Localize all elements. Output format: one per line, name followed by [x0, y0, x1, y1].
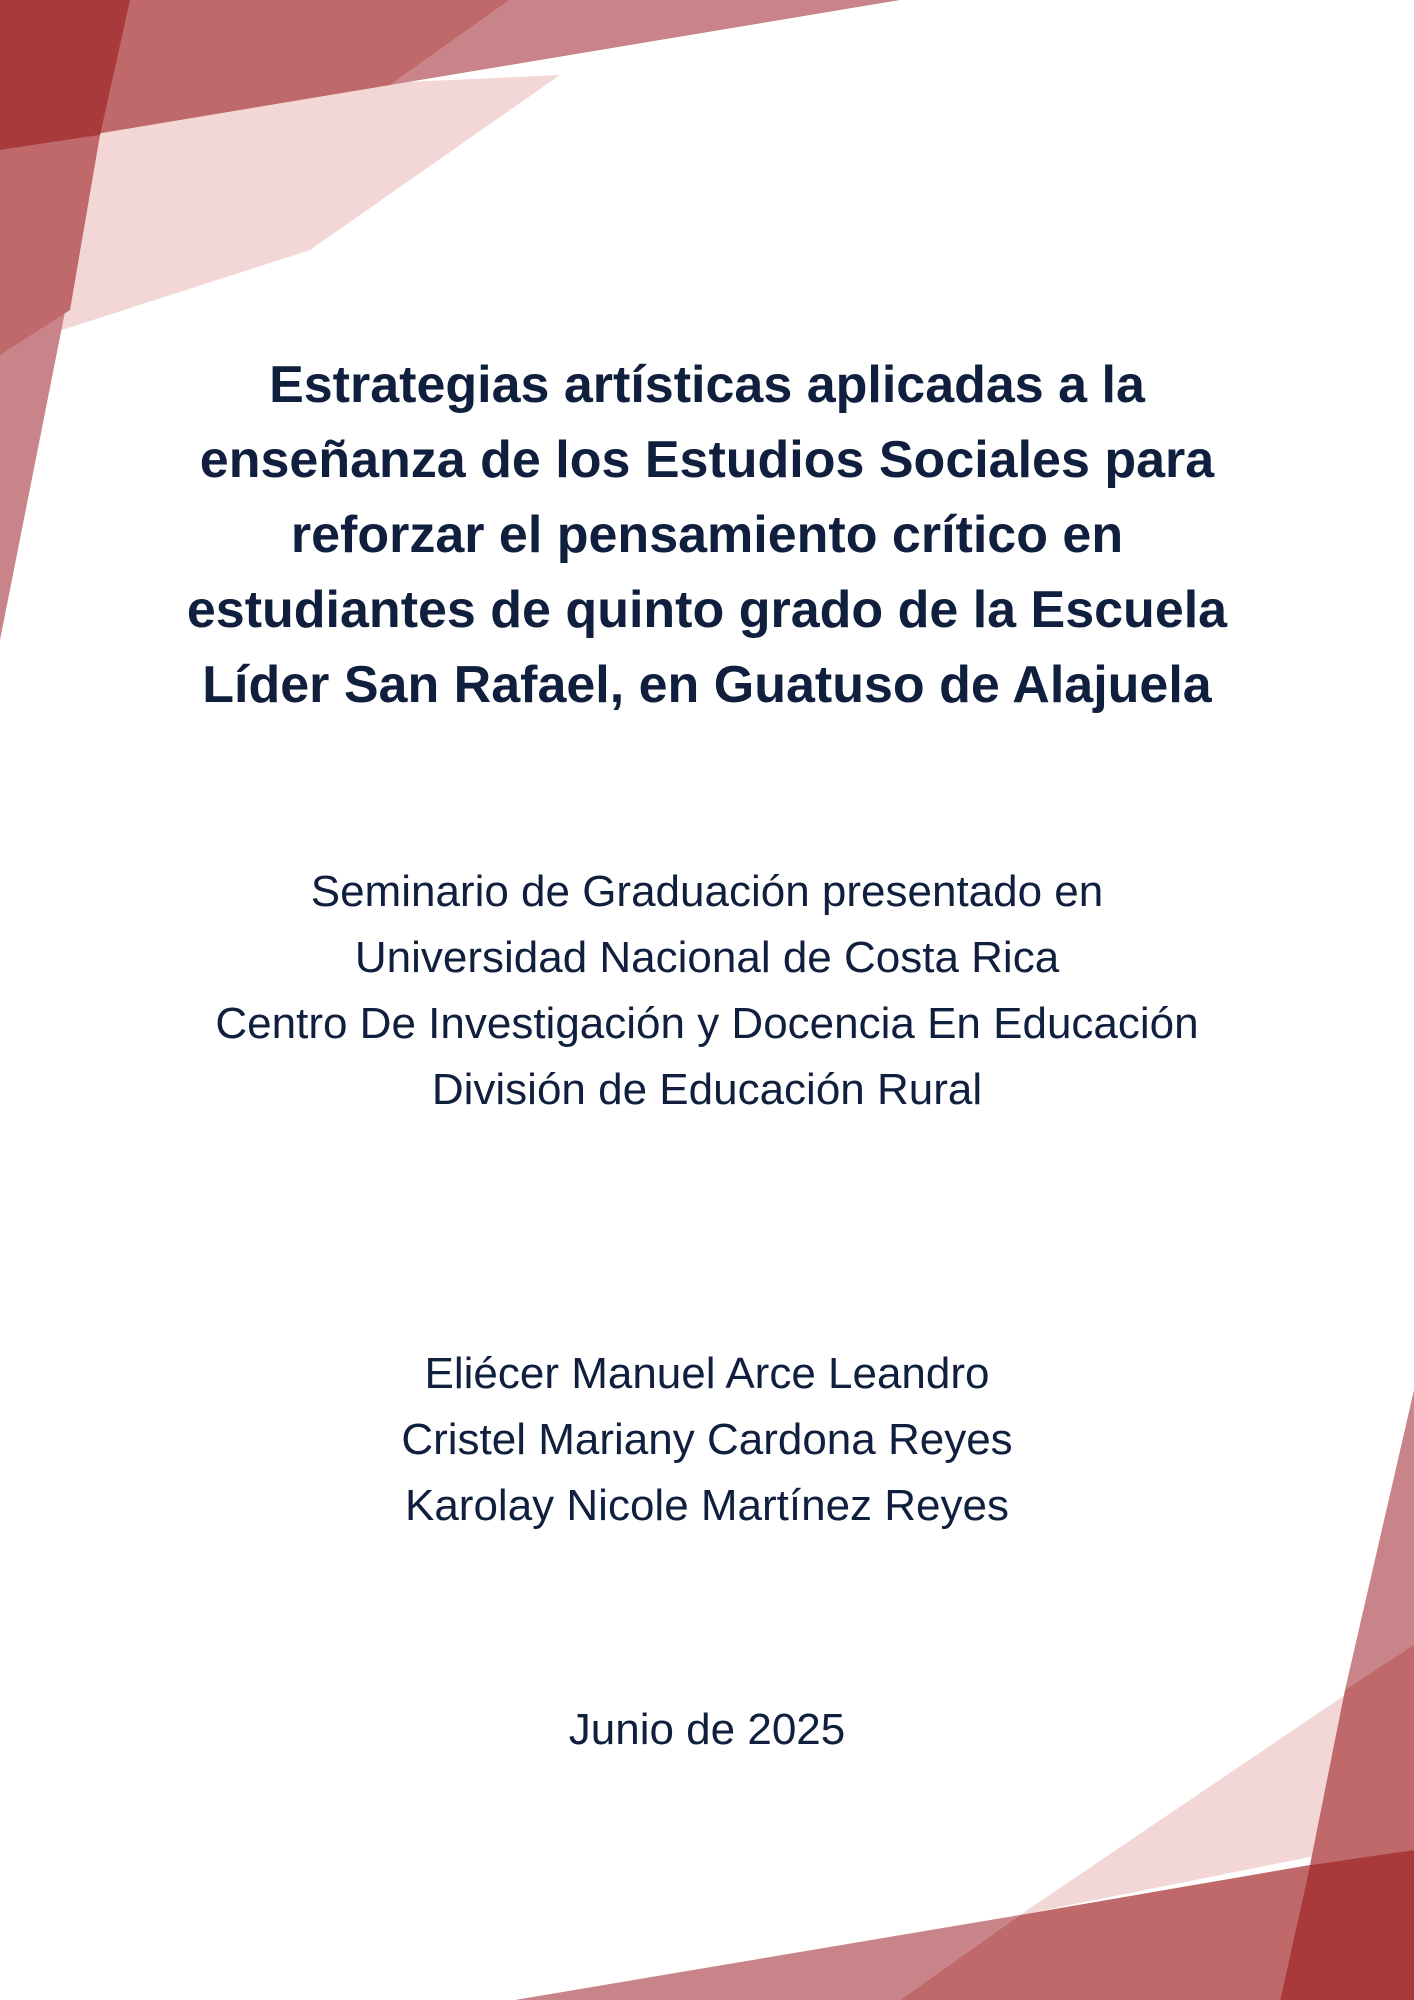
title-line: reforzar el pensamiento crítico en	[290, 506, 1124, 564]
title-line: Líder San Rafael, en Guatuso de Alajuela	[202, 656, 1212, 714]
author-name: Karolay Nicole Martínez Reyes	[404, 1481, 1009, 1530]
thesis-title	[107, 348, 1307, 723]
author-name: Cristel Mariany Cardona Reyes	[401, 1415, 1013, 1464]
institution-block	[107, 859, 1307, 1123]
authors-block	[107, 1341, 1307, 1539]
institution-line: División de Educación Rural	[431, 1065, 983, 1114]
title-line: estudiantes de quinto grado de la Escuela	[186, 581, 1228, 639]
institution-line: Seminario de Graduación presentado en	[310, 867, 1104, 916]
institution-line: Universidad Nacional de Costa Rica	[354, 933, 1060, 982]
title-line: enseñanza de los Estudios Sociales para	[199, 431, 1215, 489]
date-text: Junio de 2025	[568, 1705, 846, 1754]
institution-line: Centro De Investigación y Docencia En Educación	[215, 999, 1199, 1048]
publication-date	[107, 1697, 1307, 1763]
author-name: Eliécer Manuel Arce Leandro	[424, 1349, 990, 1398]
title-line: Estrategias artísticas aplicadas a la	[269, 356, 1145, 414]
